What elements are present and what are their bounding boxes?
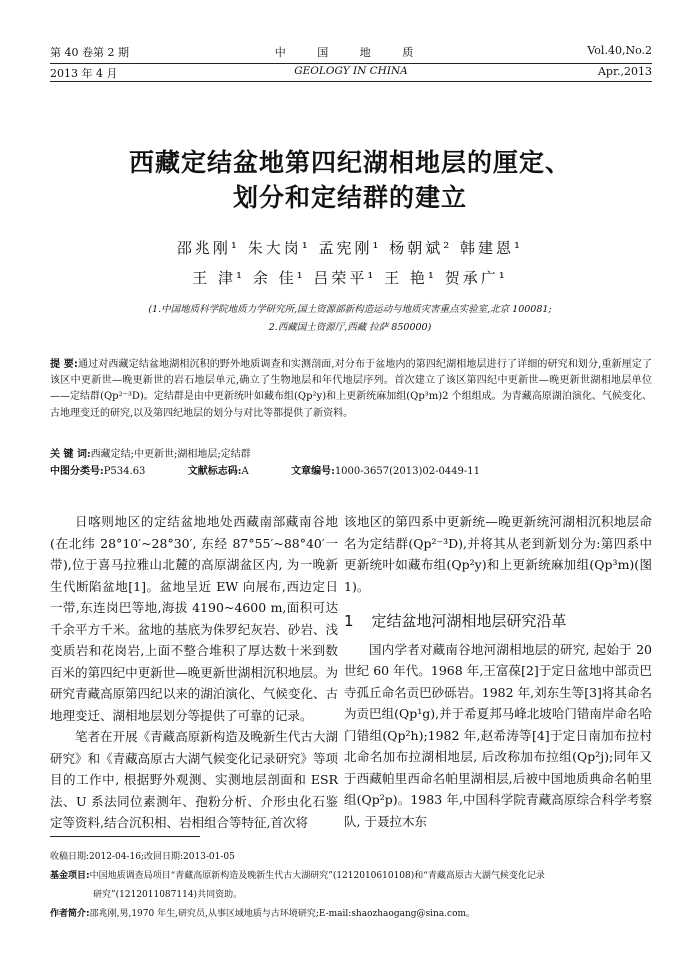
doc-code-value: A — [241, 466, 249, 477]
body-column-left — [50, 511, 338, 834]
body-paragraph: 国内学者对藏南谷地河湖相地层的研究, 起始于 20 世纪 60 年代。1968 年,王富葆[2]于定日盆地中部贡巴寺孤丘命名贡巴砂砾岩。1982 年,刘东生等[3]将其命名为贡巴组(Qp¹g),并于希夏邦马峰北坡哈门错南岸命名哈门错组(Qp²h);1982 年,赵希涛等[4]于定日南加布拉村北命名加布拉湖相地层, 后改称加布拉组(Qp²j);同年又于西藏帕里西命名帕里湖相层,后被中国地质典命名帕里组(Qp²p)。1983 年,中国科学院青藏高原综合科学考察队, 于聂拉木东 — [344, 641, 652, 829]
body-paragraph: 日喀则地区的定结盆地地处西藏南部藏南谷地(在北纬 28°10′~28°30′, 东经 87°55′~88°40′一带),位于喜马拉雅山北麓的高原湖盆区内, 为一晚新生代断陷盆地[1]。盆地呈近 EW 向展布,西边定日一带,东连岗巴等地,海拔 4190~4600 m,面积可达千余平方千米。盆地的基底为侏罗纪灰岩、砂岩、浅变质岩和花岗岩,上面不整合堆积了厚达数十米到数百米的第四纪中更新世—晚更新世湖相沉积地层。为研究青藏高原第四纪以来的湖泊演化、气候变化、古地理变迁、湖相地层划分等提供了可靠的记录。 — [50, 514, 338, 723]
article-number-label: 文章编号: — [291, 466, 335, 477]
section-heading — [344, 611, 652, 633]
volume-issue-en: Vol.40,No.2 — [587, 44, 652, 57]
header-rule-bottom — [50, 81, 652, 82]
keywords-text: 西藏定结;中更新世;湖相地层;定结群 — [90, 449, 251, 460]
header-rule-top — [50, 63, 652, 64]
funding-text: 中国地质调查局项目“青藏高原新构造及晚新生代古大湖研究”(1212010610108)和“青藏高原古大湖气候变化记录 — [89, 871, 545, 881]
funding-text-cont: 研究”(1212011087114)共同资助。 — [93, 890, 243, 900]
affiliation-line2: 2.西藏国土资源厅,西藏 拉萨 850000) — [268, 322, 432, 333]
body-paragraph: 笔者在开展《青藏高原新构造及晚新生代古大湖研究》和《青藏高原古大湖气候变化记录研究》等项目的工作中, 根据野外观测、实测地层剖面和 ESR 法、U 系法同位素测年、孢粉分析、介形虫化石鉴定等资料,结合沉积相、岩相组合等特征,首次将 — [50, 729, 338, 830]
author-bio-label: 作者简介: — [50, 909, 90, 919]
funding-note — [50, 867, 652, 886]
issue-date-en: Apr.,2013 — [597, 65, 652, 78]
author-list-line1: 邵兆刚¹ 朱大岗¹ 孟宪刚¹ 杨朝斌² 韩建恩¹ — [176, 239, 524, 257]
journal-name-cn: 中 国 地 质 — [274, 46, 428, 59]
volume-issue: 第 40 卷第 2 期 — [50, 46, 129, 59]
body-column-right — [344, 511, 652, 832]
author-list-line2: 王 津¹ 余 佳¹ 吕荣平¹ 王 艳¹ 贺承广¹ — [192, 269, 508, 287]
classification-line — [50, 462, 652, 477]
author-bio-text: 邵兆刚,男,1970 年生,研究员,从事区域地质与古环境研究;E-mail:shaozhaogang@sina.com。 — [89, 909, 476, 919]
footnote-rule — [50, 836, 200, 837]
footnotes — [50, 848, 652, 924]
keywords-label: 关 键 词: — [50, 449, 91, 460]
doc-code-label: 文献标志码: — [187, 466, 242, 477]
keywords — [50, 445, 652, 460]
section-number: 1 — [344, 612, 354, 630]
abstract-label: 提 要: — [50, 359, 78, 370]
paper-title-line1: 西藏定结盆地第四纪湖相地层的厘定、 — [128, 148, 571, 177]
paper-title-line2: 划分和定结群的建立 — [232, 183, 467, 212]
funding-label: 基金项目: — [50, 871, 90, 881]
journal-name-en: GEOLOGY IN CHINA — [294, 65, 408, 77]
issue-date: 2013 年 4 月 — [50, 67, 118, 80]
body-paragraph: 该地区的第四系中更新统—晚更新统河湖相沉积地层命名为定结群(Qp²⁻³D),并将其从老到新划分为:第四系中更新统叶如藏布组(Qp²y)和上更新统麻加组(Qp³m)(图 1)。 — [344, 514, 652, 594]
clc-label: 中图分类号: — [50, 466, 104, 477]
affiliation-line1: (1.中国地质科学院地质力学研究所,国土资源部新构造运动与地质灾害重点实验室,北京 100081; — [148, 304, 552, 315]
running-header — [50, 44, 652, 84]
section-title: 定结盆地河湖相地层研究沿革 — [371, 612, 567, 630]
abstract-text: 通过对西藏定结盆地湖相沉积的野外地质调查和实测剖面,对分布于盆地内的第四纪湖相地层进行了详细的研究和划分,重新厘定了该区中更新世—晚更新世的岩石地层单元,确立了生物地层和年代地层序列。首次建立了该区第四纪中更新世—晚更新世湖相地层单位——定结群(Qp²⁻³D)。定结群是由中更新统叶如藏布组(Qp²y)和上更新统麻加组(Qp³m)2 个组组成。为青藏高原湖泊演化、气候变化、古地理变迁的研究,以及第四纪地层的划分与对比等都提供了新资料。 — [50, 359, 653, 419]
clc-value: P534.63 — [103, 466, 146, 477]
author-bio — [50, 905, 652, 924]
article-number-value: 1000-3657(2013)02-0449-11 — [334, 466, 480, 477]
abstract — [50, 357, 652, 422]
received-dates: 收稿日期:2012-04-16;改回日期:2013-01-05 — [50, 852, 235, 862]
